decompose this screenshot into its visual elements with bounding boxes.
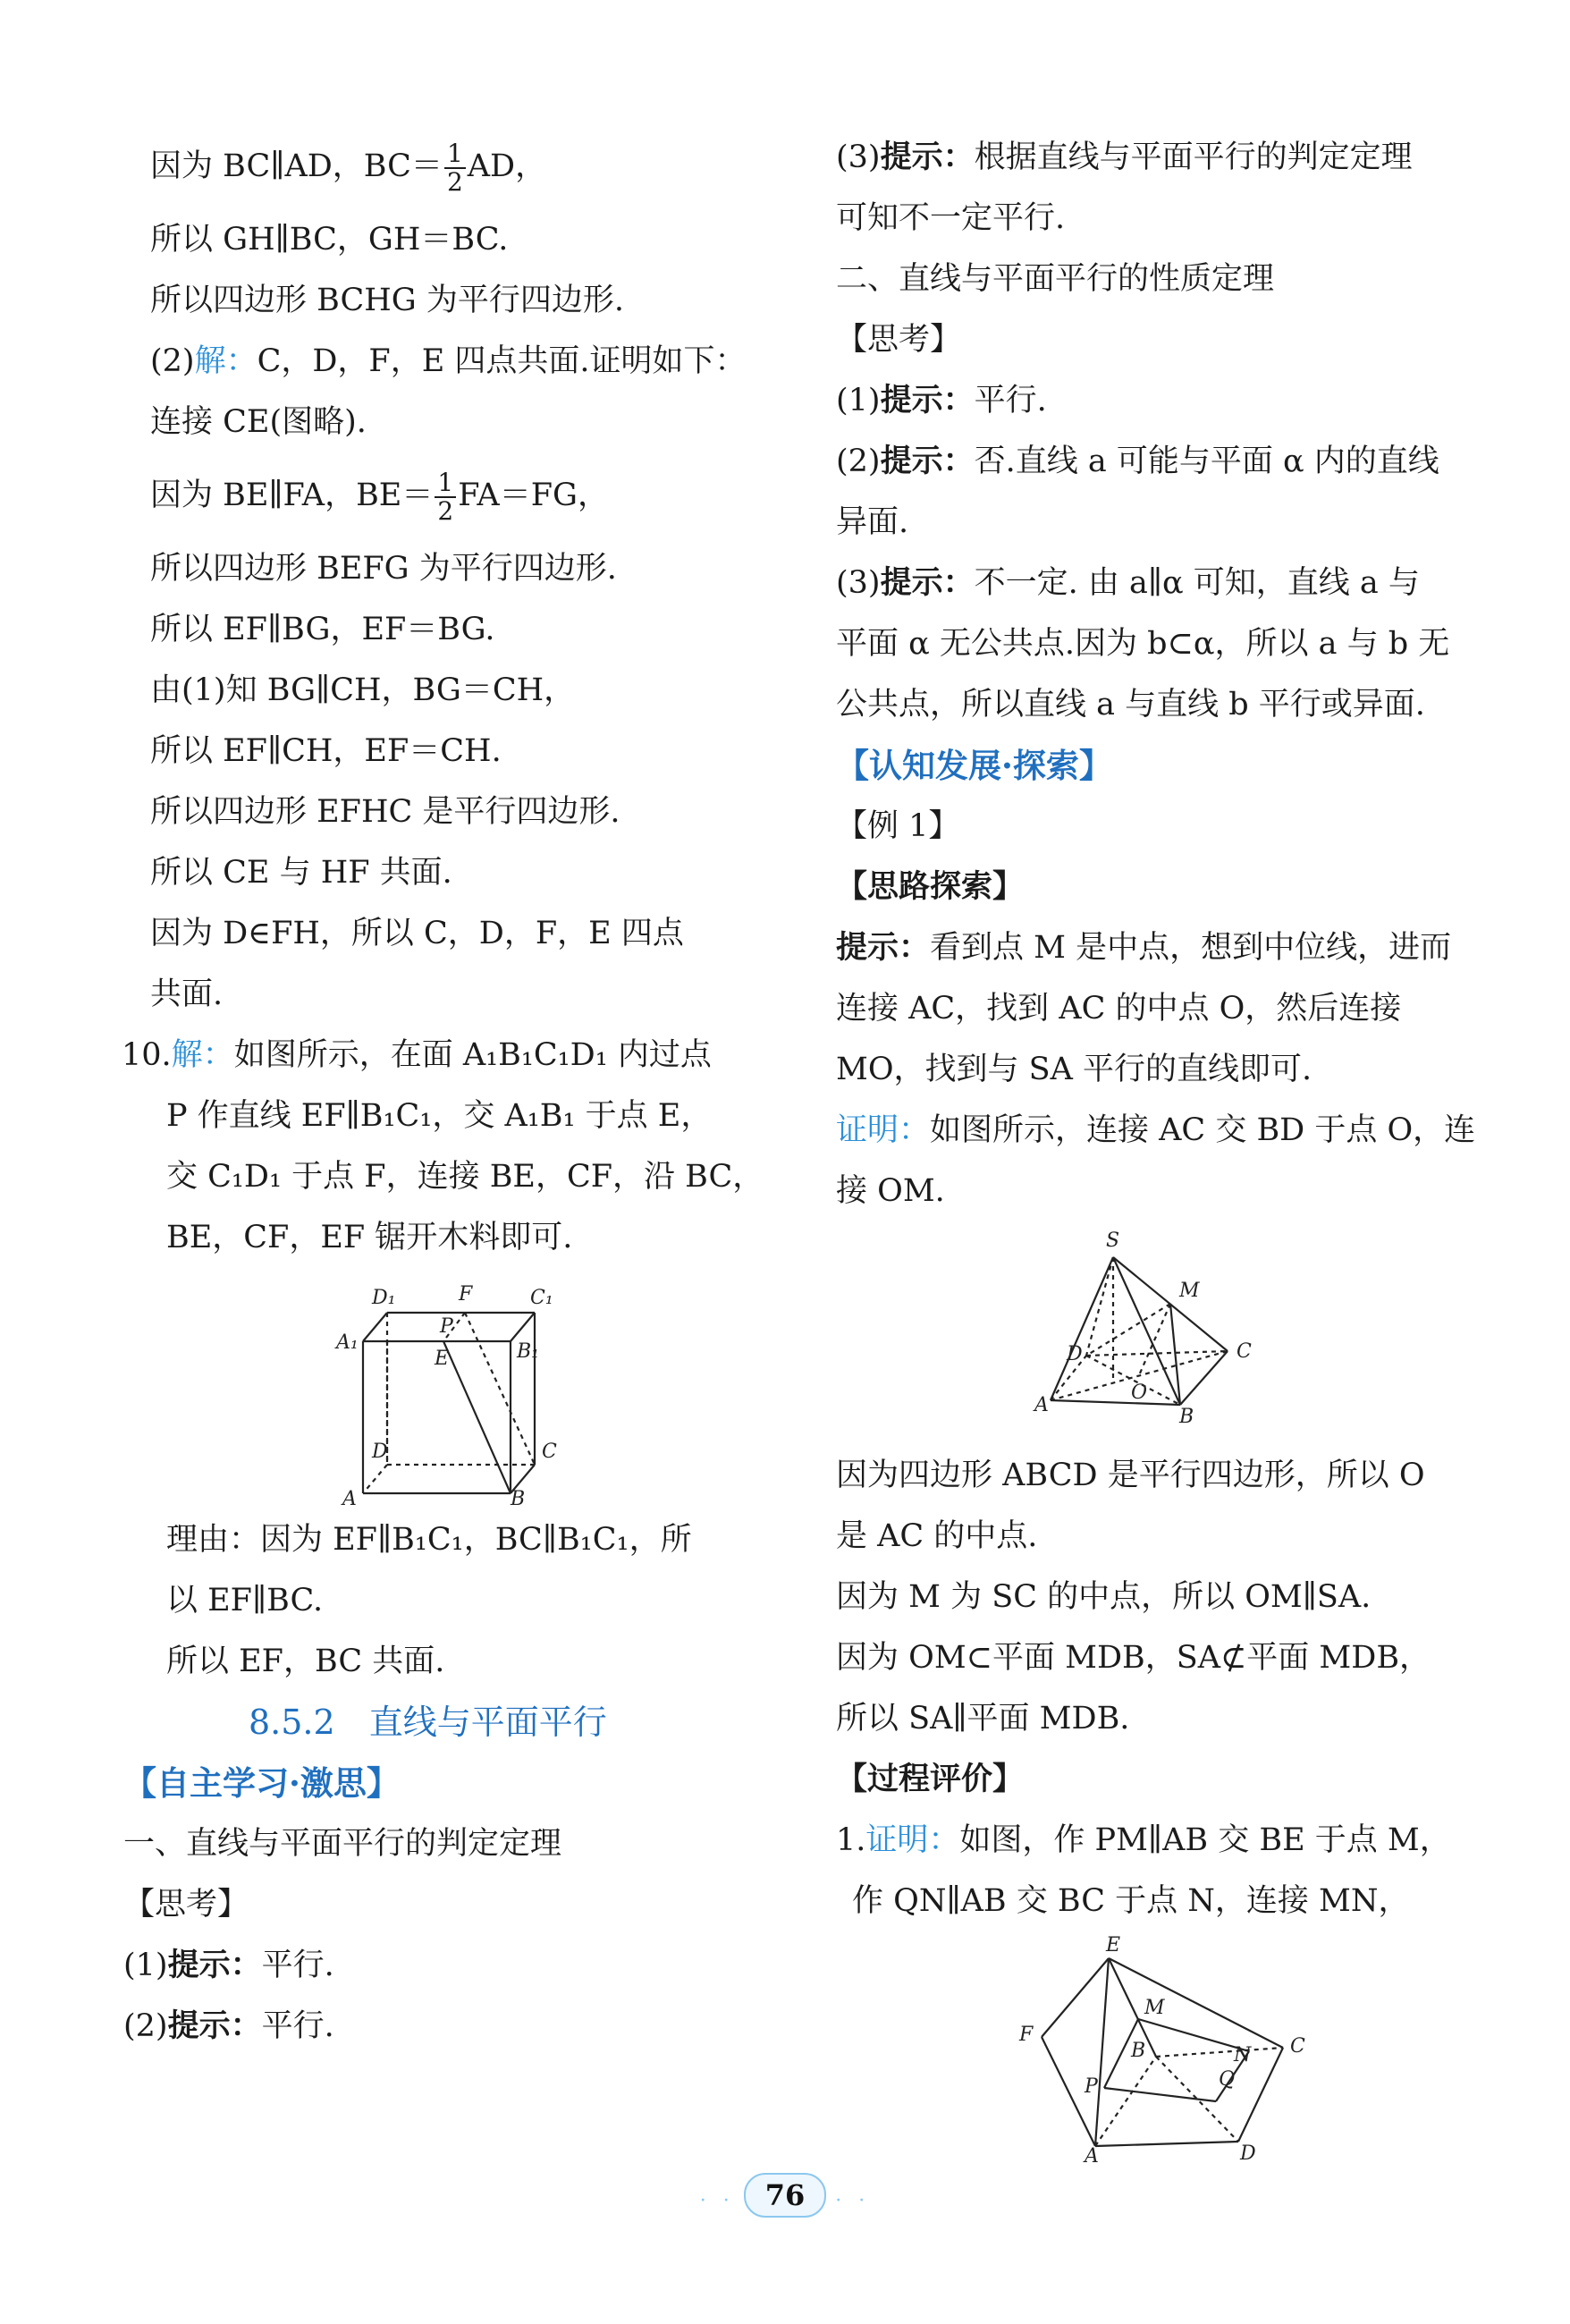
label-D1: D₁ [372, 1287, 396, 1309]
dots-decoration: · · [699, 2190, 735, 2212]
idea-heading: 【思路探索】 [836, 868, 1025, 905]
problem-number: 1. [836, 1822, 866, 1858]
text-line [836, 127, 1480, 188]
text-line: MO，找到与 SA 平行的直线即可. [836, 1052, 1313, 1087]
text: (1) [836, 383, 881, 418]
label-A: A [1085, 2145, 1099, 2164]
text-line: 由(1)知 BG∥CH，BG＝CH， [150, 672, 576, 708]
hint-label: 提示： [880, 139, 975, 175]
label-M: M [1144, 1997, 1165, 2019]
exercise-1-line [836, 1810, 1480, 1871]
label-M: M [1179, 1280, 1200, 1302]
hint-label: 提示： [167, 1947, 262, 1983]
text-line: 因为 M 为 SC 的中点，所以 OM∥SA. [836, 1579, 1372, 1615]
label-S: S [1106, 1230, 1120, 1252]
text: 如图，作 PM∥AB 交 BE 于点 M， [959, 1822, 1451, 1858]
text: (2) [123, 2008, 168, 2044]
text-line: 可知不一定平行. [836, 200, 1066, 236]
label-B: B [1179, 1406, 1194, 1428]
text-line: 连接 CE(图略). [150, 404, 367, 440]
text: AD， [467, 148, 547, 184]
text: 平行. [261, 2008, 334, 2044]
pyramid-figure [836, 1221, 1480, 1445]
text-line: BE，CF，EF 锯开木料即可. [166, 1220, 573, 1255]
hint-label: 提示： [880, 564, 975, 601]
label-B: B [1131, 2040, 1146, 2062]
cuboid-figure [150, 1268, 794, 1509]
text-line: 连接 AC，找到 AC 的中点 O，然后连接 [836, 991, 1402, 1027]
text: (3) [836, 565, 881, 601]
text-line: 理由：因为 EF∥B₁C₁，BC∥B₁C₁，所 [166, 1522, 692, 1558]
label-B: B [511, 1488, 526, 1509]
label-C: C [542, 1441, 557, 1463]
text-line: 所以四边形 BCHG 为平行四边形. [150, 283, 625, 318]
label-P: P [440, 1315, 453, 1338]
text-line: 平面 α 无公共点.因为 b⊂α，所以 a 与 b 无 [836, 626, 1450, 662]
text: 如图所示，在面 A₁B₁C₁D₁ 内过点 [233, 1037, 712, 1073]
text: (1) [123, 1948, 168, 1983]
problem-number: 10. [122, 1037, 172, 1073]
text-line: 是 AC 的中点. [836, 1518, 1038, 1554]
label-C1: C₁ [530, 1287, 553, 1309]
subheading: 二、直线与平面平行的性质定理 [836, 261, 1275, 297]
text-line: P 作直线 EF∥B₁C₁，交 A₁B₁ 于点 E， [166, 1098, 713, 1134]
section-heading: 【认知发展·探索】 [836, 746, 1112, 785]
label-N: N [1234, 2044, 1252, 2066]
text-line: 所以 EF∥CH，EF＝CH. [150, 733, 502, 769]
text: 看到点 M 是中点，想到中位线，进而 [930, 930, 1452, 966]
label-F: F [459, 1283, 473, 1306]
section-heading: 【自主学习·激思】 [123, 1763, 400, 1803]
pentagon-diagram [836, 1931, 1480, 2164]
text-line: 所以 SA∥平面 MDB. [836, 1701, 1130, 1737]
section-title: 8.5.2 直线与平面平行 [249, 1703, 607, 1742]
text-line: 所以 EF∥BG，EF＝BG. [150, 612, 495, 647]
text: 不一定. 由 a∥α 可知，直线 a 与 [974, 565, 1420, 601]
dots-decoration: · · [835, 2190, 871, 2212]
fraction-numerator: 1 [444, 140, 466, 169]
text-line [836, 370, 1480, 431]
label-E: E [1106, 1934, 1121, 1956]
label-D: D [1240, 2142, 1256, 2164]
label-E: E [435, 1348, 450, 1370]
text-line [836, 917, 1480, 978]
text: 否.直线 a 可能与平面 α 内的直线 [974, 444, 1439, 479]
text: FA＝FG， [458, 477, 609, 513]
text-line [150, 123, 794, 209]
text-line: 因为四边形 ABCD 是平行四边形，所以 O [836, 1458, 1425, 1493]
text: 平行. [974, 383, 1047, 418]
text-line: 因为 D∈FH，所以 C，D，F，E 四点 [150, 916, 684, 951]
text-line [123, 1996, 794, 2057]
proof-label: 证明： [865, 1822, 960, 1858]
text: 如图所示，连接 AC 交 BD 于点 O，连 [930, 1112, 1476, 1148]
label-O: O [1131, 1382, 1148, 1404]
solution-label: 解： [171, 1037, 234, 1073]
label-D: D [1067, 1343, 1083, 1365]
hint-label: 提示： [880, 382, 975, 418]
label-D: D [372, 1441, 388, 1463]
text-line: 作 QN∥AB 交 BC 于点 N，连接 MN， [852, 1883, 1410, 1919]
pentagon-figure [836, 1931, 1480, 2164]
text-line [836, 553, 1480, 613]
hint-label: 提示： [880, 443, 975, 479]
label-A: A [342, 1488, 357, 1509]
text-line [836, 431, 1480, 492]
label-C: C [1237, 1340, 1252, 1363]
text-line: 以 EF∥BC. [166, 1583, 324, 1618]
proof-label: 证明： [836, 1112, 931, 1148]
text: (2) [150, 343, 195, 379]
label-C: C [1290, 2035, 1305, 2058]
text-line [123, 1935, 794, 1996]
problem-10-line [122, 1025, 794, 1086]
text-line: 所以 EF，BC 共面. [166, 1644, 445, 1679]
text-line [150, 331, 794, 392]
label-F: F [1019, 2024, 1034, 2046]
text: (2) [836, 444, 881, 479]
hint-label: 提示： [167, 2007, 262, 2044]
label-P: P [1085, 2075, 1098, 2098]
cuboid-diagram [150, 1268, 794, 1509]
text-line: 所以 CE 与 HF 共面. [150, 855, 452, 891]
text: 平行. [261, 1948, 334, 1983]
text-line: 共面. [150, 976, 224, 1012]
text-line [836, 1100, 1480, 1161]
solution-label: 解： [194, 343, 257, 379]
fraction [444, 140, 466, 196]
example-heading: 【例 1】 [836, 808, 960, 844]
text: 根据直线与平面平行的判定定理 [974, 139, 1413, 175]
pyramid-diagram [836, 1221, 1480, 1445]
think-heading: 【思考】 [836, 322, 962, 358]
page-number-footer [0, 2173, 1570, 2218]
text: C，D，F，E 四点共面.证明如下： [257, 343, 747, 379]
fraction-numerator: 1 [435, 469, 456, 498]
label-A1: A₁ [336, 1331, 359, 1354]
left-column [122, 123, 794, 2057]
think-heading: 【思考】 [123, 1887, 249, 1923]
text: 因为 BC∥AD，BC＝ [150, 148, 443, 184]
fraction [435, 469, 456, 525]
text-line: 交 C₁D₁ 于点 F，连接 BE，CF，沿 BC， [166, 1159, 764, 1195]
subheading: 一、直线与平面平行的判定定理 [123, 1826, 562, 1862]
text: 因为 BE∥FA，BE＝ [150, 477, 434, 513]
text: (3) [836, 139, 881, 175]
text-line: 接 OM. [836, 1173, 945, 1209]
label-Q: Q [1219, 2068, 1236, 2091]
text-line: 所以 GH∥BC，GH＝BC. [150, 222, 509, 258]
label-A: A [1034, 1394, 1049, 1416]
right-column [836, 127, 1480, 2164]
hint-label: 提示： [836, 929, 931, 966]
label-B1: B₁ [517, 1340, 539, 1363]
text-line: 所以四边形 EFHC 是平行四边形. [150, 794, 620, 830]
text-line: 公共点，所以直线 a 与直线 b 平行或异面. [836, 687, 1425, 723]
eval-heading: 【过程评价】 [836, 1761, 1025, 1797]
fraction-denominator: 2 [437, 495, 454, 526]
fraction-denominator: 2 [446, 166, 463, 197]
text-line: 异面. [836, 504, 909, 540]
text-line: 所以四边形 BEFG 为平行四边形. [150, 551, 617, 587]
page-number: 76 [744, 2173, 827, 2218]
text-line [150, 452, 794, 538]
text-line: 因为 OM⊂平面 MDB，SA⊄平面 MDB， [836, 1640, 1431, 1676]
